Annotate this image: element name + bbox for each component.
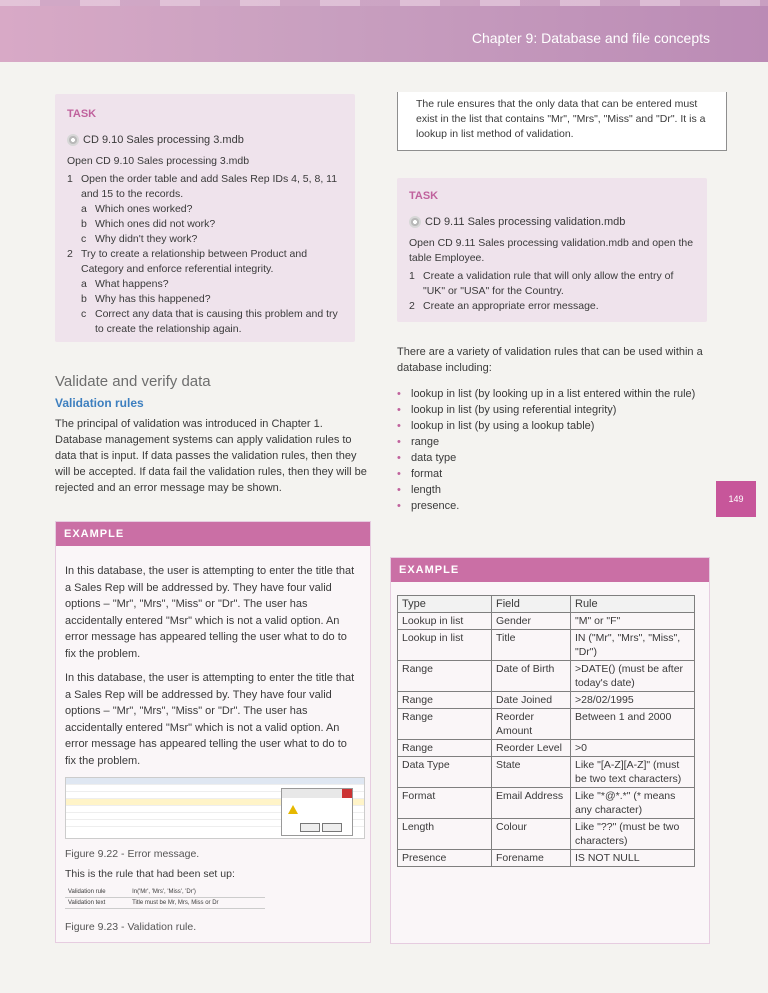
step-text: Which ones worked? [95, 203, 193, 215]
table-row [65, 898, 265, 909]
column-header: Field [492, 596, 571, 613]
table-cell: IN ("Mr", "Mrs", "Miss", "Dr") [571, 630, 695, 661]
table-cell: Between 1 and 2000 [571, 709, 695, 740]
table-cell: Length [398, 819, 492, 850]
cell: In('Mr', 'Mrs', 'Miss', 'Dr') [129, 887, 265, 898]
table-cell: Format [398, 788, 492, 819]
cell: Title must be Mr, Mrs, Miss or Dr [129, 898, 265, 909]
task-box-2 [397, 178, 707, 322]
table-cell: Range [398, 661, 492, 692]
table-cell: >DATE() (must be after today's date) [571, 661, 695, 692]
step-number: 2 [409, 300, 415, 312]
banner-stripes [0, 0, 768, 6]
cell: Validation rule [65, 887, 129, 898]
task-label: TASK [409, 190, 439, 202]
table-cell: Range [398, 692, 492, 709]
task-box-1 [55, 94, 355, 342]
task-step [67, 232, 343, 247]
table-cell: Gender [492, 613, 571, 630]
table-row [398, 661, 695, 692]
chapter-title: Chapter 9: Database and file concepts [471, 30, 710, 46]
table-row [398, 613, 695, 630]
table-cell: >28/02/1995 [571, 692, 695, 709]
table-header-row [398, 596, 695, 613]
list-item: • lookup in list (by using a lookup table) [397, 418, 695, 434]
help-button [322, 823, 342, 832]
figure-caption-2: Figure 9.23 - Validation rule. [65, 921, 197, 933]
chapter-banner [0, 0, 768, 62]
list-item: • data type [397, 450, 695, 466]
variety-paragraph: There are a variety of validation rules that can be used within a database including: [397, 346, 703, 374]
table-cell: Presence [398, 850, 492, 867]
task-step [409, 299, 695, 314]
step-text: Create an appropriate error message. [423, 300, 599, 312]
task-steps [67, 172, 343, 337]
cd-icon [67, 134, 79, 146]
table-cell: Like "[A-Z][A-Z]" (must be two text characters) [571, 757, 695, 788]
table-cell: Range [398, 740, 492, 757]
step-number: c [81, 308, 87, 320]
example-label: EXAMPLE [391, 558, 709, 582]
task-step [67, 247, 343, 277]
task-label: TASK [67, 108, 97, 120]
table-cell: State [492, 757, 571, 788]
step-number: c [81, 233, 87, 245]
task-step [67, 292, 343, 307]
warning-icon [288, 805, 298, 814]
table-cell: Like "??" (must be two characters) [571, 819, 695, 850]
list-item: • format [397, 466, 695, 482]
step-number: b [81, 218, 87, 230]
step-number: a [81, 203, 87, 215]
example-paragraph-2: In this database, the user is attempting to enter the title that a Sales Rep will be addressed by. They have four valid options – "Mr", "Mrs", "Miss" or "Dr". The user has accidentally entered "Msr" which is not a valid option. An error message has appeared telling the user what to do to fix the problem. [65, 672, 355, 767]
cd-file-name: CD 9.10 Sales processing 3.mdb [83, 134, 244, 146]
table-row [65, 887, 265, 898]
step-text: Create a validation rule that will only allow the entry of "UK" or "USA" for the Country. [423, 270, 674, 297]
table-cell: Like "*@*.*" (* means any character) [571, 788, 695, 819]
table-cell: Forename [492, 850, 571, 867]
table-row [398, 850, 695, 867]
step-text: Open the order table and add Sales Rep IDs 4, 5, 8, 11 and 15 to the records. [81, 173, 338, 200]
example-label: EXAMPLE [56, 522, 370, 546]
table-cell: Range [398, 709, 492, 740]
step-number: a [81, 278, 87, 290]
task-intro: Open CD 9.11 Sales processing validation.mdb and open the table Employee. [409, 237, 694, 264]
task-step [67, 277, 343, 292]
list-item: • length [397, 482, 695, 498]
close-icon [342, 789, 352, 798]
table-cell: "M" or "F" [571, 613, 695, 630]
rule-note-box: The rule ensures that the only data that can be entered must exist in the list that contains "Mr", "Mrs", "Miss" and "Dr". It is a lookup in list method of validation. [397, 92, 727, 151]
table-cell: Lookup in list [398, 613, 492, 630]
column-header: Rule [571, 596, 695, 613]
ok-button [300, 823, 320, 832]
step-text: Why didn't they work? [95, 233, 198, 245]
table-row [398, 740, 695, 757]
table-cell: Colour [492, 819, 571, 850]
table-cell: >0 [571, 740, 695, 757]
table-row [398, 819, 695, 850]
step-number: 1 [67, 173, 73, 185]
task-step [409, 269, 695, 299]
section-heading: Validate and verify data [55, 373, 211, 390]
error-dialog [281, 788, 353, 836]
table-cell: IS NOT NULL [571, 850, 695, 867]
step-text: Try to create a relationship between Product and Category and enforce referential integrity. [81, 248, 308, 275]
table-cell: Title [492, 630, 571, 661]
cell: Validation text [65, 898, 129, 909]
example-paragraph-1: In this database, the user is attempting to enter the title that a Sales Rep will be addressed by. They have four valid options – "Mr", "Mrs", "Miss" or "Dr". The user has accidentally entered "Msr" which is not a valid option. An error message has appeared telling the user what to do to fix the problem. [65, 565, 355, 660]
task-intro: Open CD 9.10 Sales processing 3.mdb [67, 155, 250, 167]
task-step [67, 172, 343, 202]
figure-caption-1: Figure 9.22 - Error message. [65, 848, 200, 860]
table-cell: Date Joined [492, 692, 571, 709]
section-subheading: Validation rules [55, 396, 144, 410]
column-header: Type [398, 596, 492, 613]
list-item: • presence. [397, 498, 695, 514]
rule-intro: This is the rule that had been set up: [65, 868, 235, 880]
table-cell: Reorder Amount [492, 709, 571, 740]
cd-file [67, 134, 343, 146]
intro-paragraph: The principal of validation was introduced in Chapter 1. Database management systems can apply validation rules to data that is input. If data passes the validation rules, then they will be accepted. If data fail the validation rules, then they will be rejected and an error message may be shown. [55, 418, 367, 494]
screenshot-header-row [66, 778, 364, 785]
step-text: What happens? [95, 278, 169, 290]
table-cell: Lookup in list [398, 630, 492, 661]
step-text: Why has this happened? [95, 293, 211, 305]
table-cell: Date of Birth [492, 661, 571, 692]
table-row [398, 630, 695, 661]
task-step [67, 217, 343, 232]
table-row [398, 709, 695, 740]
table-row [398, 788, 695, 819]
cd-file [409, 216, 695, 228]
list-item: • lookup in list (by using referential integrity) [397, 402, 695, 418]
task-step [67, 307, 343, 337]
step-text: Which ones did not work? [95, 218, 216, 230]
step-text: Correct any data that is causing this problem and try to create the relationship again. [95, 308, 338, 335]
validation-rules-table [397, 595, 695, 867]
list-item: • lookup in list (by looking up in a list entered within the rule) [397, 386, 695, 402]
table-cell: Reorder Level [492, 740, 571, 757]
table-row [398, 692, 695, 709]
cd-file-name: CD 9.11 Sales processing validation.mdb [425, 216, 626, 228]
step-number: b [81, 293, 87, 305]
step-number: 2 [67, 248, 73, 260]
validation-types-list [397, 386, 695, 514]
table-cell: Email Address [492, 788, 571, 819]
table-row [398, 757, 695, 788]
task-steps [409, 269, 695, 314]
validation-rule-table [65, 887, 265, 909]
list-item: • range [397, 434, 695, 450]
cd-icon [409, 216, 421, 228]
database-screenshot [65, 777, 365, 839]
table-cell: Data Type [398, 757, 492, 788]
task-step [67, 202, 343, 217]
step-number: 1 [409, 270, 415, 282]
page-number: 149 [716, 481, 756, 517]
